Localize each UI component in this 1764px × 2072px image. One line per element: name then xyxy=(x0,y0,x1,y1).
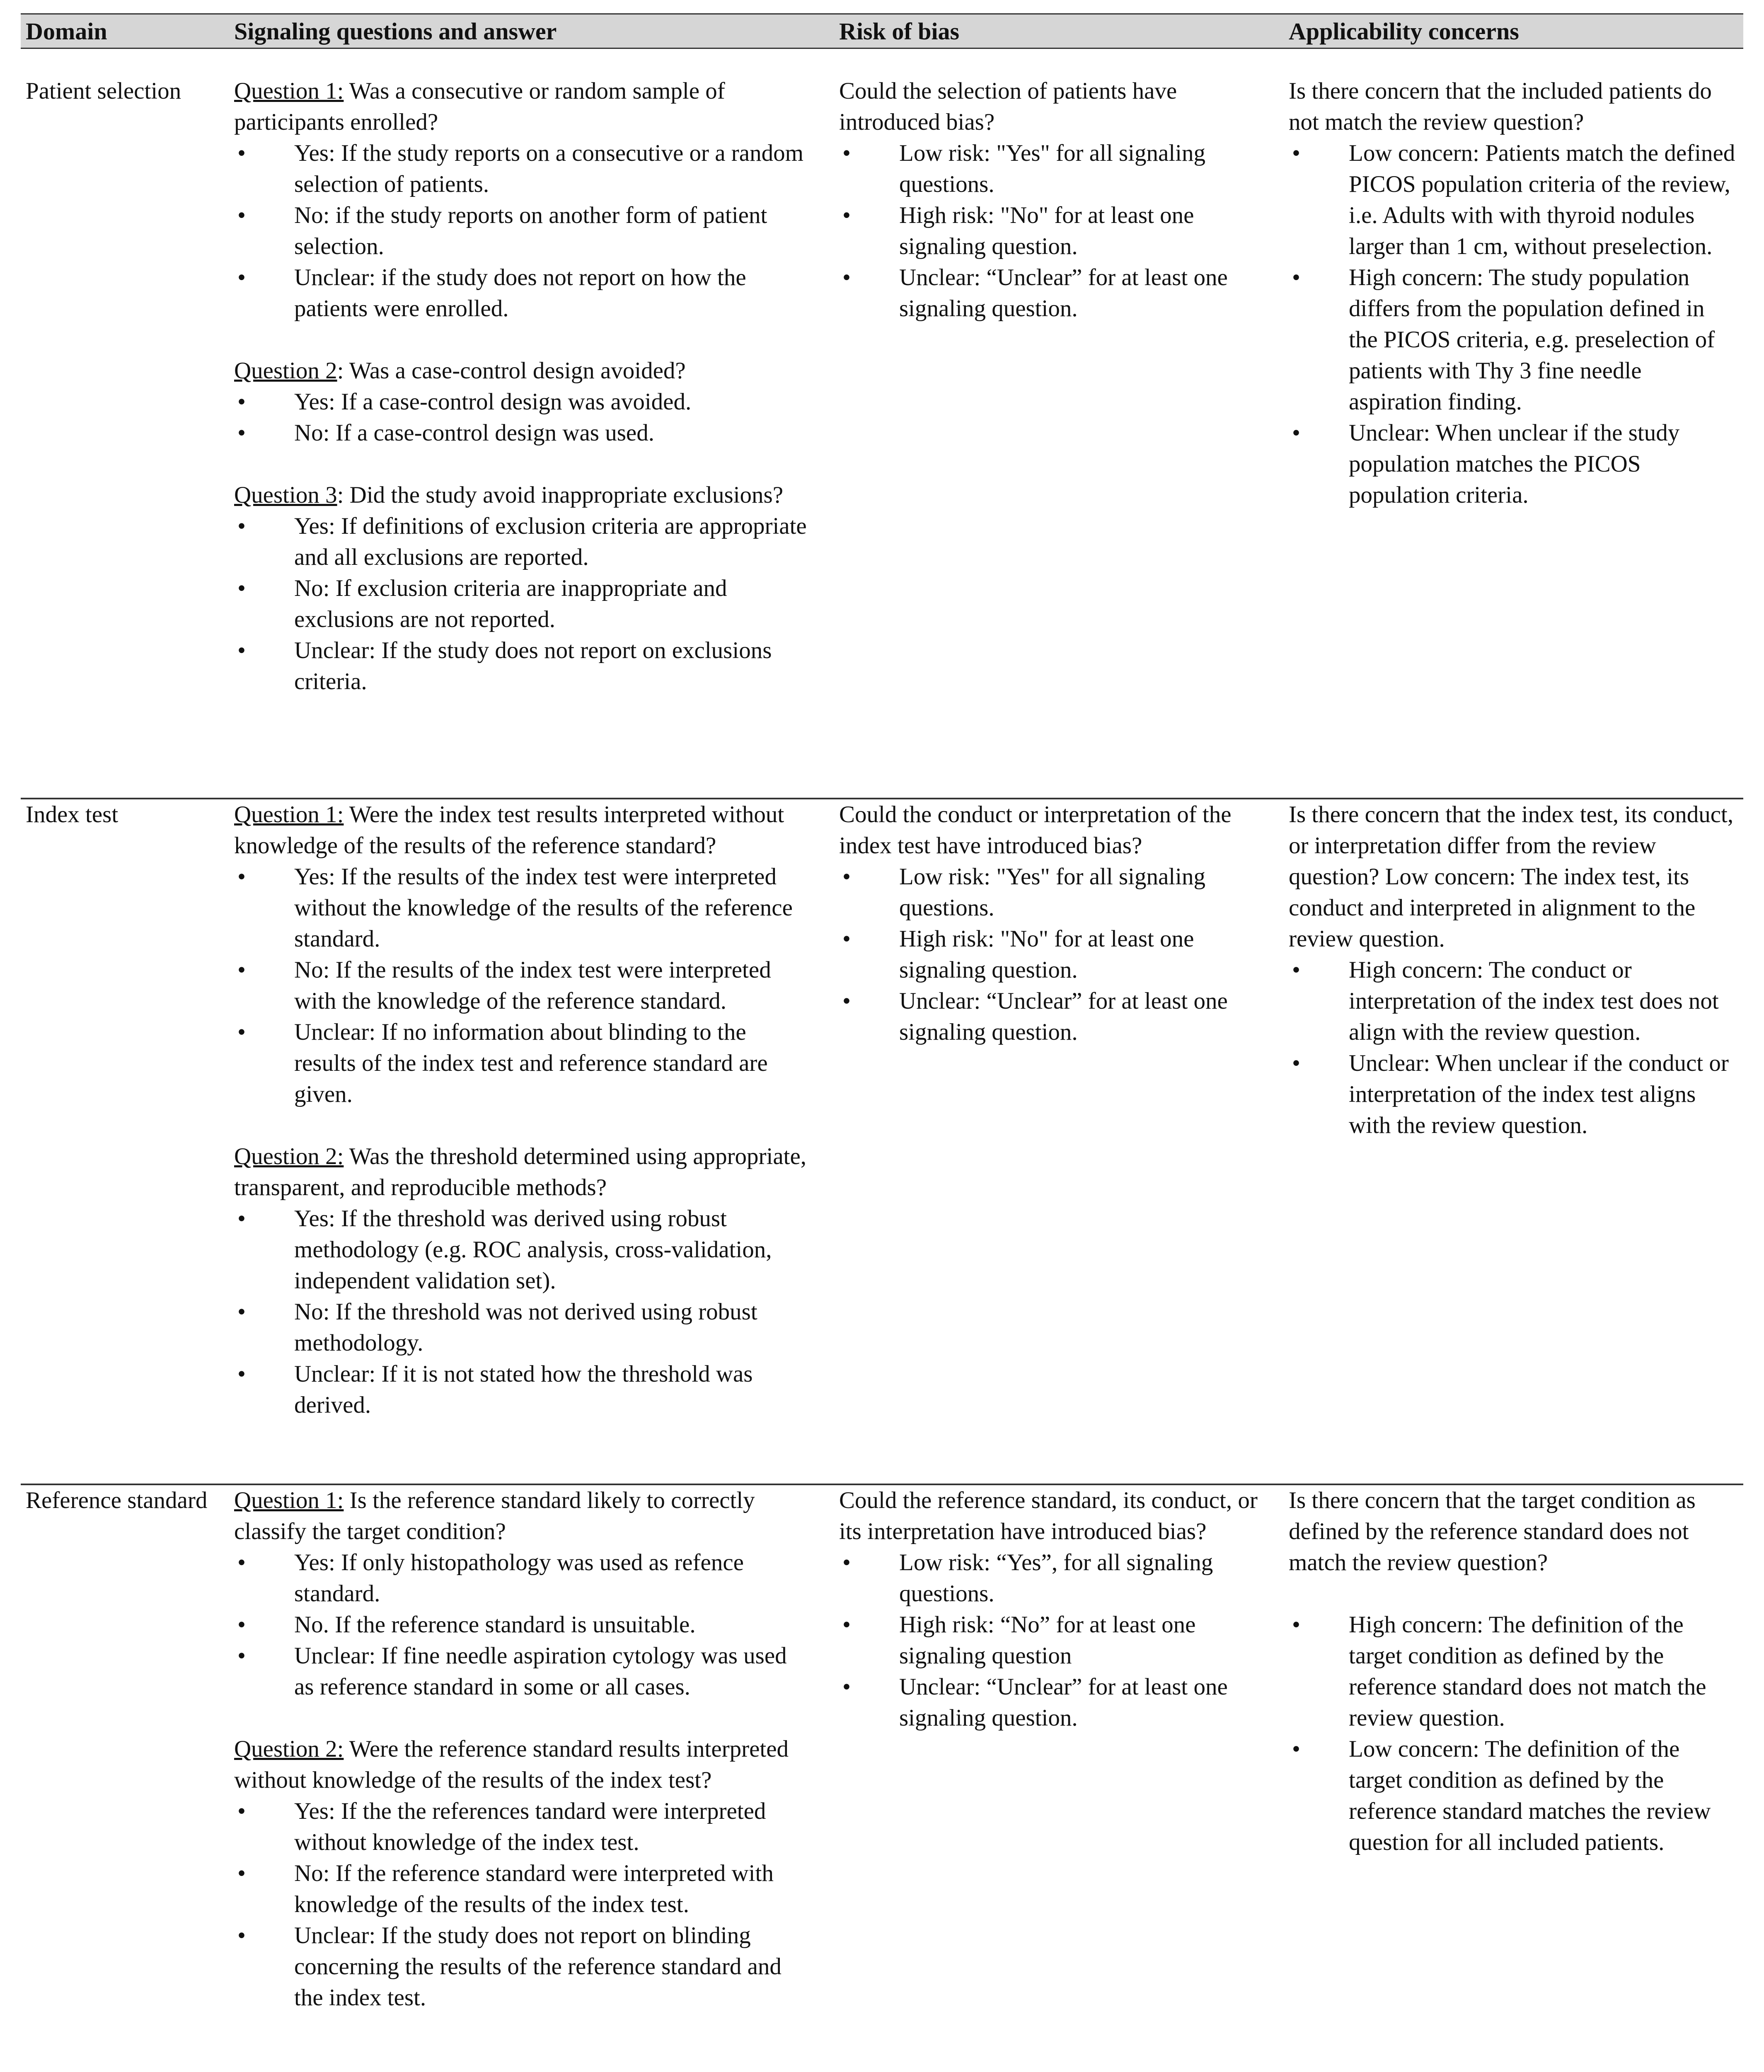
answer-item: • No: If exclusion criteria are inappropriate and exclusions are not reported. xyxy=(234,573,808,635)
table-header-row xyxy=(21,13,1743,49)
answer-item: • Unclear: If the study does not report on blinding concerning the results of the reference standard and the index test. xyxy=(234,1920,808,2013)
applicability-intro: Is there concern that the included patients do not match the review question? xyxy=(1289,78,1712,135)
applicability-item: • Unclear: When unclear if the study population matches the PICOS population criteria. xyxy=(1289,417,1736,511)
row-index-test-questions xyxy=(234,799,808,1421)
answer-item: • No: If the threshold was not derived using robust methodology. xyxy=(234,1296,808,1358)
applicability-item: • High concern: The study population differs from the population defined in the PICOS criteria, e.g. preselection of patients with Thy 3 fine needle aspiration finding. xyxy=(1289,262,1736,417)
question-block xyxy=(234,1733,808,2013)
applicability-item: • Low concern: Patients match the defined PICOS population criteria of the review, i.e. Adults with with thyroid nodules larger than 1 cm, without preselection. xyxy=(1289,138,1736,262)
row-reference-standard-questions xyxy=(234,1485,808,2013)
risk-intro: Could the conduct or interpretation of the index test have introduced bias? xyxy=(839,801,1232,859)
answer-item: • Yes: If only histopathology was used as refence standard. xyxy=(234,1547,808,1609)
risk-item: • Unclear: “Unclear” for at least one signaling question. xyxy=(839,1671,1258,1733)
row-index-test-domain: Index test xyxy=(26,801,119,828)
applicability-item: • High concern: The definition of the target condition as defined by the reference standard does not match the review question. xyxy=(1289,1609,1736,1733)
answer-item: • Yes: If a case-control design was avoided. xyxy=(234,386,808,417)
applicability-item: • High concern: The conduct or interpretation of the index test does not align with the review question. xyxy=(1289,954,1736,1048)
row-patient-selection-questions xyxy=(234,75,808,697)
applicability-item: • Unclear: When unclear if the conduct or interpretation of the index test aligns with the review question. xyxy=(1289,1048,1736,1141)
risk-intro: Could the selection of patients have introduced bias? xyxy=(839,78,1177,135)
header-domain: Domain xyxy=(26,18,107,45)
answer-item: • Unclear: If no information about blinding to the results of the index test and reference standard are given. xyxy=(234,1017,808,1110)
risk-item: • Unclear: “Unclear” for at least one signaling question. xyxy=(839,985,1258,1048)
question-label: Question 1: xyxy=(234,78,344,104)
question-block xyxy=(234,1141,808,1421)
answer-item: • Yes: If the study reports on a consecutive or a random selection of patients. xyxy=(234,138,808,200)
answer-item: • Unclear: If it is not stated how the threshold was derived. xyxy=(234,1358,808,1421)
risk-item: • Low risk: “Yes”, for all signaling questions. xyxy=(839,1547,1258,1609)
question-text: Were the reference standard results interpreted without knowledge of the results of the index test? xyxy=(234,1736,789,1793)
question-label: Question 1: xyxy=(234,1487,344,1513)
question-text: Was a consecutive or random sample of participants enrolled? xyxy=(234,78,725,135)
question-text: : Was a case-control design avoided? xyxy=(337,358,686,384)
risk-item: • Low risk: "Yes" for all signaling questions. xyxy=(839,138,1258,200)
question-block xyxy=(234,1485,808,1702)
question-text: Was the threshold determined using appropriate, transparent, and reproducible methods? xyxy=(234,1143,807,1201)
answer-item: • Yes: If definitions of exclusion criteria are appropriate and all exclusions are reported. xyxy=(234,511,808,573)
question-label: Question 1: xyxy=(234,801,344,828)
answer-item: • Unclear: If the study does not report on exclusions criteria. xyxy=(234,635,808,697)
question-label: Question 3 xyxy=(234,482,337,508)
question-text: : Did the study avoid inappropriate exclusions? xyxy=(337,482,784,508)
question-block xyxy=(234,355,808,448)
header-applicability: Applicability concerns xyxy=(1289,18,1519,45)
risk-intro: Could the reference standard, its conduct, or its interpretation have introduced bias? xyxy=(839,1487,1258,1544)
row-patient-selection-domain: Patient selection xyxy=(26,78,181,104)
risk-item: • High risk: "No" for at least one signaling question. xyxy=(839,200,1258,262)
question-block xyxy=(234,479,808,697)
answer-item: • No: If the reference standard were interpreted with knowledge of the results of the index test. xyxy=(234,1858,808,1920)
answer-item: • No. If the reference standard is unsuitable. xyxy=(234,1609,808,1640)
answer-item: • Unclear: If fine needle aspiration cytology was used as reference standard in some or all cases. xyxy=(234,1640,808,1702)
row-patient-selection-applicability xyxy=(1289,75,1736,511)
answer-item: • Unclear: if the study does not report on how the patients were enrolled. xyxy=(234,262,808,324)
question-text: Is the reference standard likely to correctly classify the target condition? xyxy=(234,1487,755,1544)
risk-item: • High risk: “No” for at least one signaling question xyxy=(839,1609,1258,1671)
applicability-intro: Is there concern that the target condition as defined by the reference standard does not match the review question? xyxy=(1289,1487,1696,1576)
answer-item: • Yes: If the threshold was derived using robust methodology (e.g. ROC analysis, cross-validation, independent validation set). xyxy=(234,1203,808,1296)
applicability-item: • Low concern: The definition of the target condition as defined by the reference standard matches the review question for all included patients. xyxy=(1289,1733,1736,1858)
answer-item: • No: If the results of the index test were interpreted with the knowledge of the reference standard. xyxy=(234,954,808,1017)
question-label: Question 2: xyxy=(234,1736,344,1762)
applicability-intro: Is there concern that the index test, its conduct, or interpretation differ from the review question? Low concern: The index test, its conduct and interpreted in alignment to the review question. xyxy=(1289,801,1734,952)
question-text: Were the index test results interpreted without knowledge of the results of the reference standard? xyxy=(234,801,784,859)
risk-item: • Unclear: “Unclear” for at least one signaling question. xyxy=(839,262,1258,324)
question-label: Question 2: xyxy=(234,1143,344,1169)
row-reference-standard-applicability xyxy=(1289,1485,1736,1858)
question-block xyxy=(234,799,808,1110)
answer-item: • No: If a case-control design was used. xyxy=(234,417,808,448)
row-patient-selection-risk xyxy=(839,75,1258,324)
risk-item: • Low risk: "Yes" for all signaling questions. xyxy=(839,861,1258,923)
risk-item: • High risk: "No" for at least one signaling question. xyxy=(839,923,1258,985)
header-risk: Risk of bias xyxy=(839,18,960,45)
row-reference-standard-risk xyxy=(839,1485,1258,1733)
row-index-test-risk xyxy=(839,799,1258,1048)
row-index-test-applicability xyxy=(1289,799,1736,1141)
header-signaling: Signaling questions and answer xyxy=(234,18,557,45)
question-block xyxy=(234,75,808,324)
answer-item: • No: if the study reports on another form of patient selection. xyxy=(234,200,808,262)
answer-item: • Yes: If the the references tandard were interpreted without knowledge of the index test. xyxy=(234,1796,808,1858)
question-label: Question 2 xyxy=(234,358,337,384)
answer-item: • Yes: If the results of the index test were interpreted without the knowledge of the results of the reference standard. xyxy=(234,861,808,954)
row-reference-standard-domain: Reference standard xyxy=(26,1487,208,1513)
